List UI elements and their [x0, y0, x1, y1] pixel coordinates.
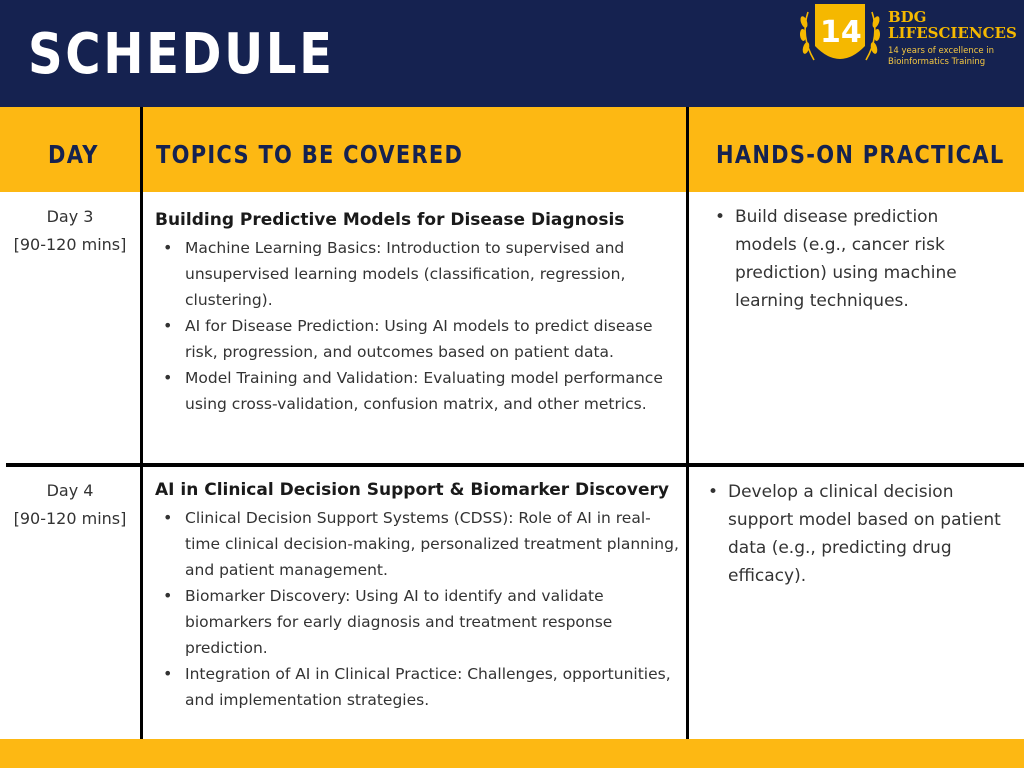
column-header-practical: HANDS-ON PRACTICAL: [716, 140, 1005, 169]
footer-bar: [0, 739, 1024, 768]
page-header: [0, 0, 1024, 107]
topics-cell: [155, 479, 680, 713]
row-divider: [6, 463, 1024, 467]
day-label: Day 4: [46, 481, 94, 500]
day-label: Day 3: [46, 207, 94, 226]
day-cell: [0, 203, 140, 259]
day-duration: [90-120 mins]: [13, 235, 127, 254]
badge-number: 14: [820, 15, 862, 50]
company-logo: [798, 2, 1020, 72]
brand-line-1: BDG: [888, 8, 927, 26]
topic-item: • Clinical Decision Support Systems (CDSS): Role of AI in real-time clinical decision-making, personalized treatment planning, and patient management.: [155, 505, 680, 583]
column-header-topics: TOPICS TO BE COVERED: [156, 140, 464, 169]
topic-list: [155, 235, 680, 417]
table-header-row: [0, 107, 1024, 192]
practical-cell: [707, 203, 979, 315]
page-title: SCHEDULE: [28, 22, 335, 87]
topic-item: • Model Training and Validation: Evaluating model performance using cross-validation, confusion matrix, and other metrics.: [155, 365, 680, 417]
topic-title: Building Predictive Models for Disease Diagnosis: [155, 210, 625, 230]
topic-item: • Biomarker Discovery: Using AI to identify and validate biomarkers for early diagnosis and treatment response prediction.: [155, 583, 680, 661]
brand-line-2: LIFESCIENCES: [888, 24, 1017, 42]
topic-item: • Machine Learning Basics: Introduction to supervised and unsupervised learning models (classification, regression, clustering).: [155, 235, 680, 313]
topic-list: [155, 505, 680, 713]
column-header-day: DAY: [48, 140, 99, 169]
topic-item: • Integration of AI in Clinical Practice: Challenges, opportunities, and implementation strategies.: [155, 661, 680, 713]
tagline-line-1: 14 years of excellence in: [888, 46, 995, 56]
brand-tagline: [888, 46, 994, 68]
topic-title: AI in Clinical Decision Support & Biomarker Discovery: [155, 480, 669, 500]
brand-name: [888, 9, 1017, 41]
topic-item: • AI for Disease Prediction: Using AI models to predict disease risk, progression, and outcomes based on patient data.: [155, 313, 680, 365]
day-duration: [90-120 mins]: [13, 509, 127, 528]
column-divider: [686, 107, 689, 739]
column-divider: [140, 107, 143, 739]
topics-cell: [155, 209, 680, 417]
tagline-line-2: Bioinformatics Training: [888, 57, 986, 67]
practical-item: • Build disease prediction models (e.g., cancer risk prediction) using machine learning techniques.: [707, 203, 979, 315]
practical-cell: [700, 478, 1022, 590]
practical-item: • Develop a clinical decision support model based on patient data (e.g., predicting drug efficacy).: [700, 478, 1022, 590]
day-cell: [0, 477, 140, 533]
